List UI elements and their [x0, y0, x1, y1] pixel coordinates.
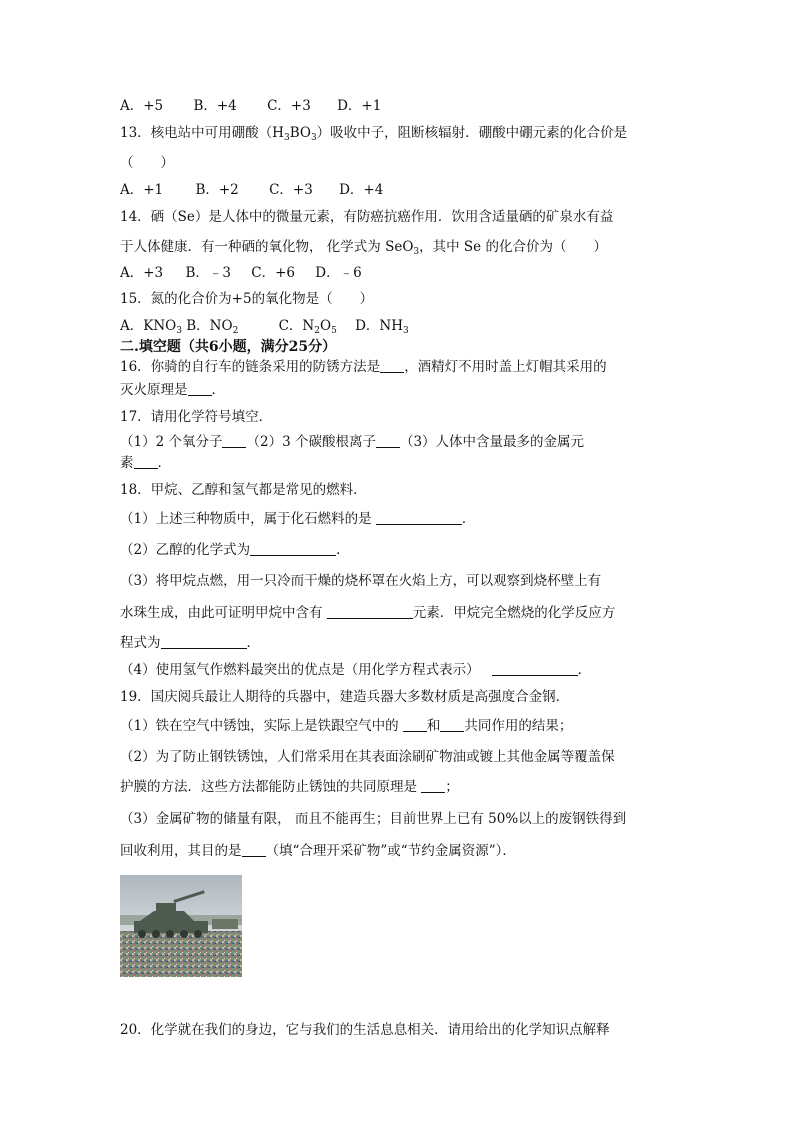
q19-stem: 19．国庆阅兵最让人期待的兵器中，建造兵器大多数材质是高强度合金钢． — [120, 689, 570, 705]
q20-line-1: 20．化学就在我们的身边，它与我们的生活息息相关．请用给出的化学知识点解释 — [120, 1022, 610, 1038]
q18-blank-4[interactable] — [161, 635, 247, 649]
q18-part-1: （1）上述三种物质中，属于化石燃料的是 ． — [120, 511, 476, 527]
q18-part-3-line-1: （3）将甲烷点燃，用一只冷而干燥的烧杯罩在火焰上方，可以观察到烧杯壁上有 — [120, 573, 602, 589]
q16-blank-2[interactable] — [188, 382, 212, 396]
armored-vehicle-photo — [120, 875, 242, 977]
q14-option-b: B．﹣3 — [185, 265, 231, 281]
q18-blank-1[interactable] — [376, 511, 462, 525]
q15-option-d: D．$NH_3$ — [355, 318, 409, 336]
q14-options — [120, 264, 362, 282]
q13-answer-paren: （ ） — [120, 155, 174, 171]
q19-blank-2[interactable] — [440, 718, 464, 732]
section-2-title: 二.填空题（共6小题，满分25分） — [120, 339, 337, 355]
q17-line-2: 素 ． — [120, 455, 171, 471]
q13-option-c: C．+3 — [269, 182, 313, 198]
q16-line-1: 16．你骑的自行车的链条采用的防锈方法是 ，酒精灯不用时盖上灯帽其采用的 — [120, 359, 607, 375]
armored-vehicle-image — [120, 875, 242, 977]
q14-line-1: 14．硒（Se）是人体中的微量元素，有防癌抗癌作用．饮用含适量硒的矿泉水有益 — [120, 209, 614, 225]
q18-blank-5[interactable] — [492, 662, 578, 676]
q17-stem: 17．请用化学符号填空． — [120, 409, 273, 425]
q17-blank-2[interactable] — [376, 434, 400, 448]
q12-options — [120, 97, 381, 115]
q15-stem: 15．氮的化合价为+5的氧化物是（ ） — [120, 291, 374, 307]
q12-option-d: D．+1 — [337, 98, 382, 114]
q13-option-b: B．+2 — [195, 182, 239, 198]
q16-line-2: 灭火原理是 ． — [120, 382, 225, 398]
q18-part-3-line-2: 水珠生成，由此可证明甲烷中含有 元素．甲烷完全燃烧的化学反应方 — [120, 605, 616, 621]
q19-blank-1[interactable] — [403, 718, 427, 732]
q13-stem: 13．核电站中可用硼酸$(H_3BO_3)$吸收中子，阻断核辐射．硼酸中硼元素的化合价是 — [120, 125, 628, 143]
q19-blank-3[interactable] — [421, 779, 445, 793]
q18-stem: 18．甲烷、乙醇和氢气都是常见的燃料． — [120, 482, 367, 498]
q19-part-1: （1）铁在空气中锈蚀，实际上是铁跟空气中的 和 共同作用的结果； — [120, 718, 573, 734]
q14-line-2: 于人体健康．有一种硒的氧化物， 化学式为 SeO$_3$，其中 Se 的化合价为（ ） — [120, 239, 607, 257]
q15-option-c: C．$N_2O_5$ — [278, 318, 337, 336]
q16-blank-1[interactable] — [380, 359, 404, 373]
q14-option-d: D．﹣6 — [315, 265, 362, 281]
q18-blank-2[interactable] — [250, 542, 336, 556]
q12-option-a: A．+5 — [120, 98, 164, 114]
q15-option-a: A．$KNO_3$ — [120, 318, 182, 336]
q13-option-a: A．+1 — [120, 182, 164, 198]
q19-part-2-line-2: 护膜的方法．这些方法都能防止锈蚀的共同原理是 ； — [120, 779, 459, 795]
q14-option-a: A．+3 — [120, 265, 164, 281]
q12-option-b: B．+4 — [193, 98, 237, 114]
q14-option-c: C．+6 — [251, 265, 295, 281]
q13-option-d: D．+4 — [339, 182, 384, 198]
q15-option-b: B．$NO_2$ — [186, 318, 239, 336]
q13-options — [120, 181, 383, 199]
q18-blank-3[interactable] — [327, 605, 413, 619]
q19-blank-4[interactable] — [242, 843, 266, 857]
q18-part-2: （2）乙醇的化学式为 ． — [120, 542, 350, 558]
q15-options — [120, 317, 409, 335]
q17-line-1: （1）2 个氧分子 （2）3 个碳酸根离子 （3）人体中含量最多的金属元 — [120, 434, 585, 450]
q17-blank-1[interactable] — [222, 434, 246, 448]
q12-option-c: C．+3 — [267, 98, 311, 114]
q19-part-2-line-1: （2）为了防止钢铁锈蚀，人们常采用在其表面涂刷矿物油或镀上其他金属等覆盖保 — [120, 749, 615, 765]
q19-part-3-line-2: 回收利用，其目的是 （填“合理开采矿物”或“节约金属资源”）． — [120, 843, 516, 859]
q18-part-3-line-3: 程式为 ． — [120, 635, 260, 651]
q19-part-3-line-1: （3）金属矿物的储量有限， 而且不能再生；目前世界上已有 50%以上的废钢铁得到 — [120, 811, 627, 827]
q17-blank-3[interactable] — [134, 455, 158, 469]
q18-part-4: （4）使用氢气作燃料最突出的优点是（用化学方程式表示） ． — [120, 662, 592, 678]
